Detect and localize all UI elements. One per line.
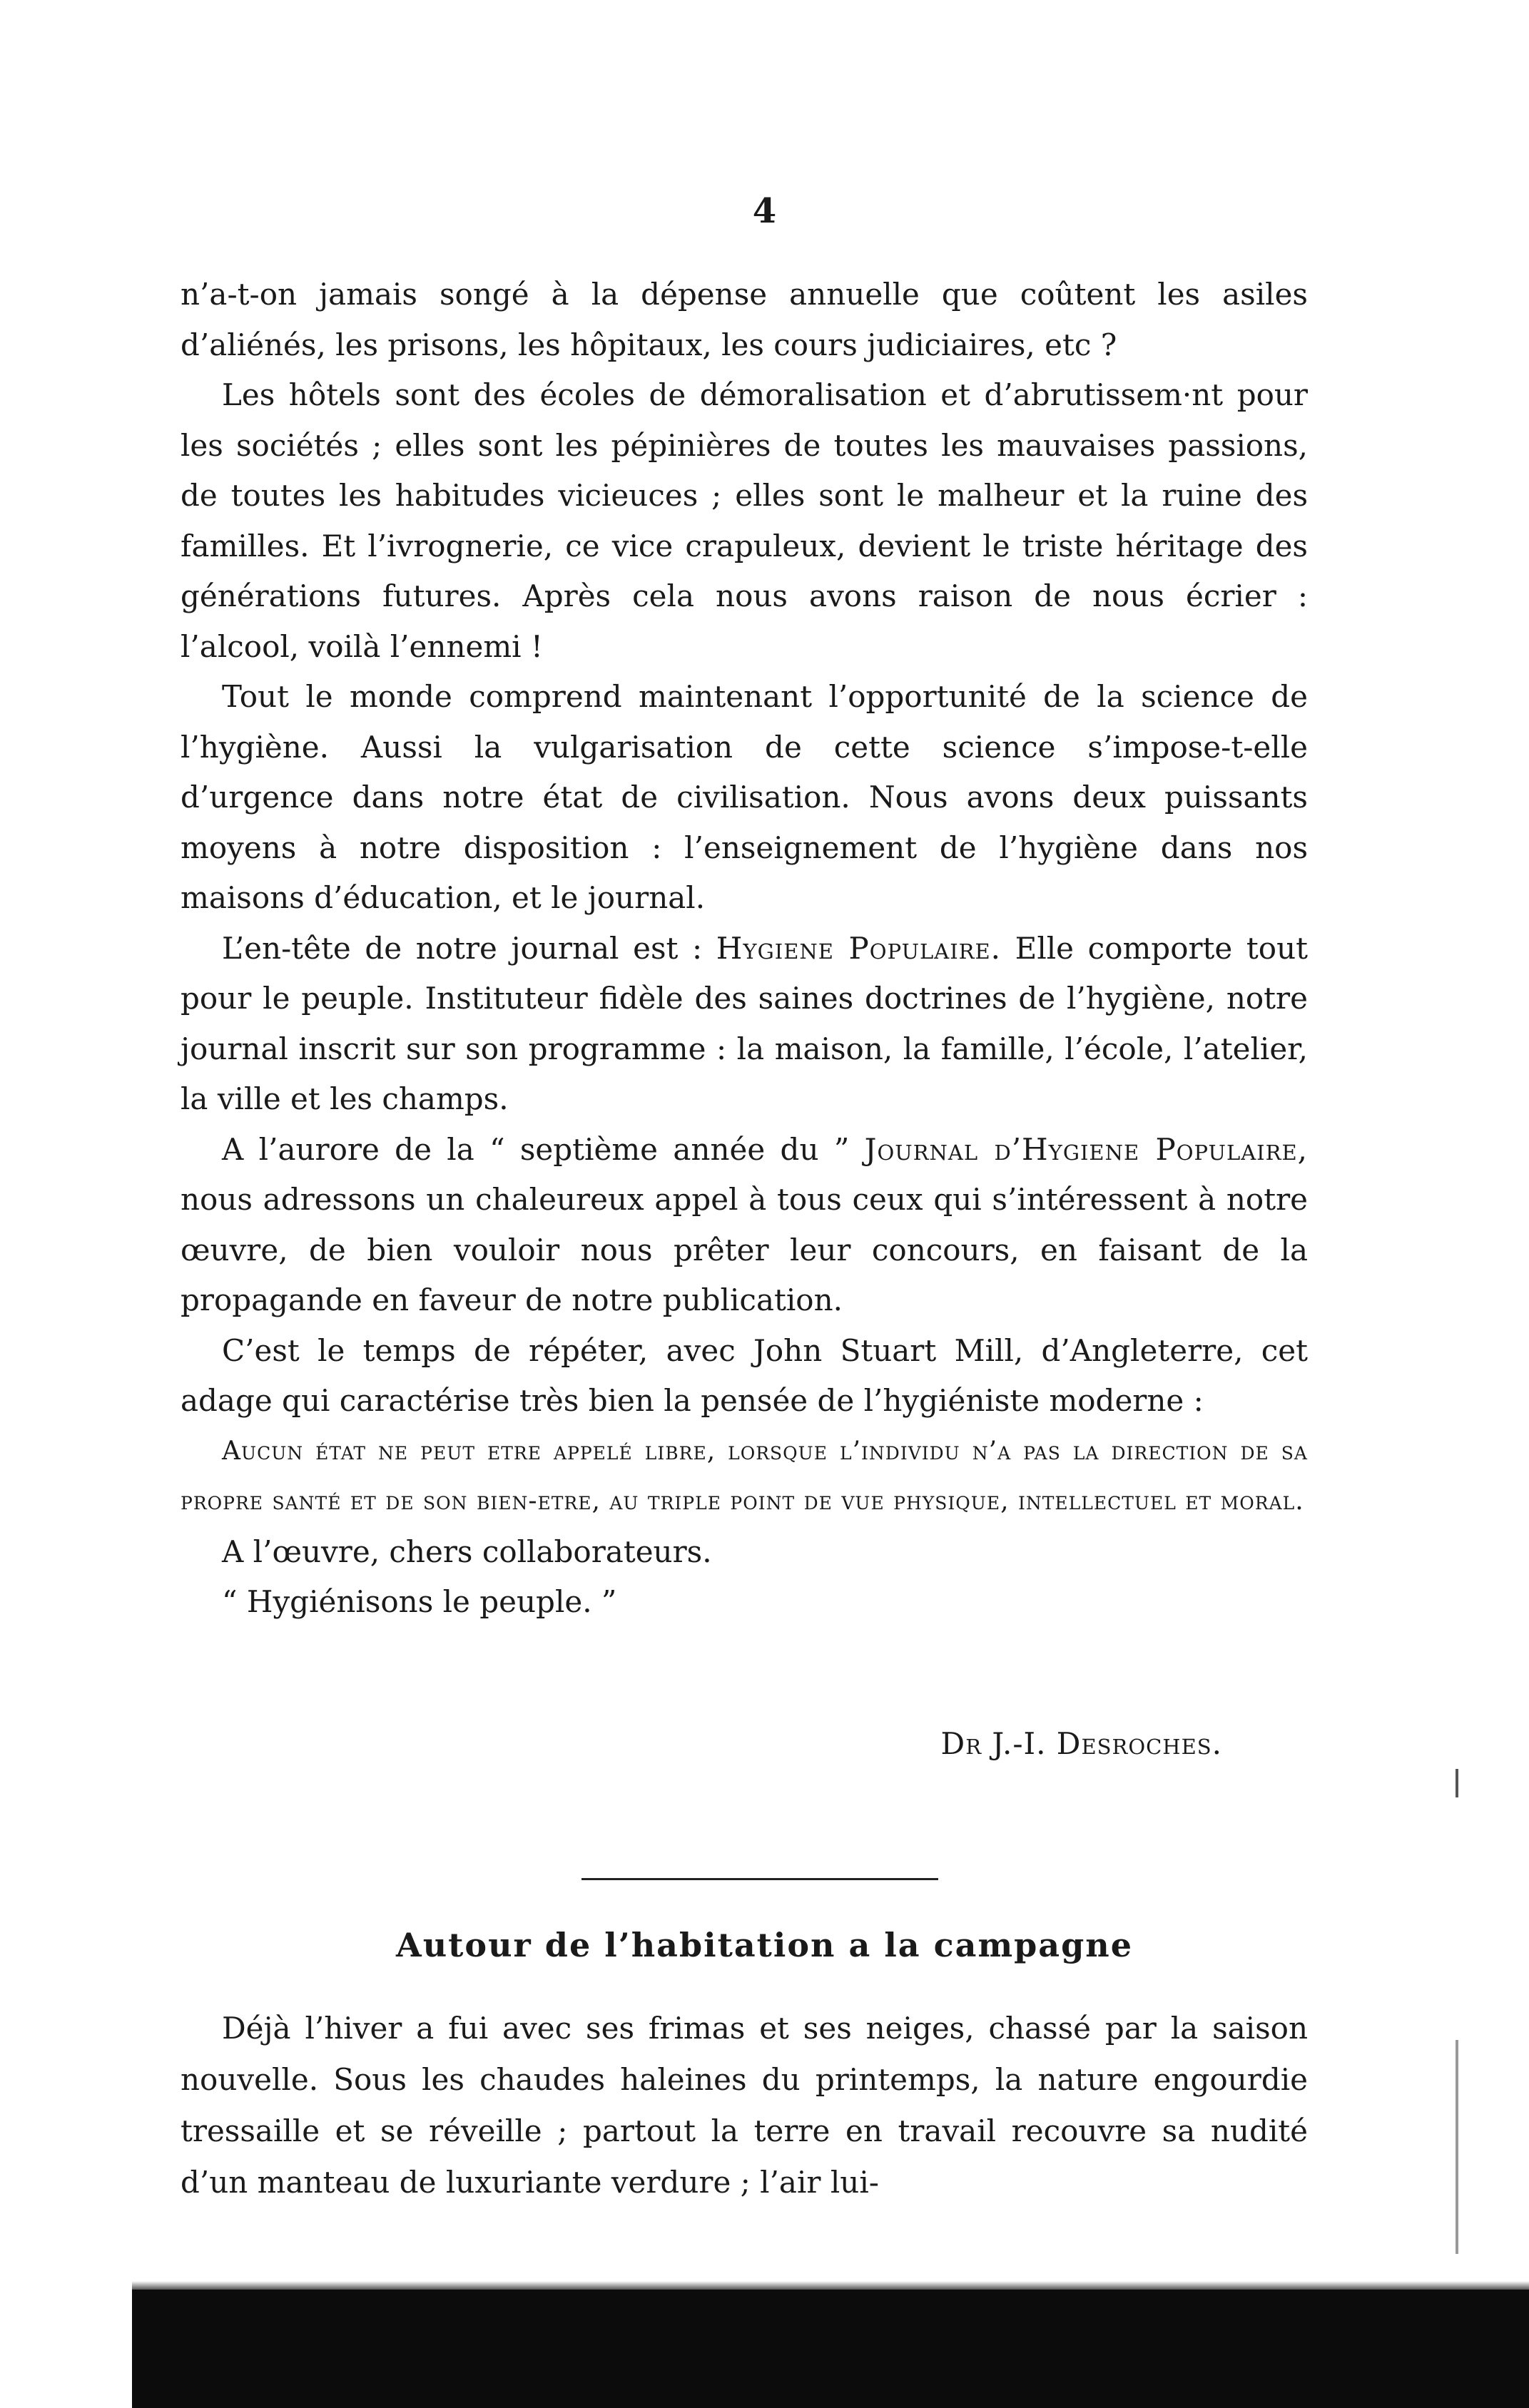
- author-signature: Dr J.-I. Desroches.: [940, 1726, 1222, 1761]
- margin-scan-line: [1456, 2040, 1458, 2254]
- next-article-body: [181, 2003, 1308, 2208]
- paragraph-seventh-year: [181, 1125, 1308, 1326]
- article-body: [181, 270, 1308, 1628]
- p5-text-before: A l’aurore de la “ septième année du ”: [222, 1131, 865, 1167]
- scan-dark-border: [132, 2290, 1529, 2408]
- paragraph-continuation: n’a-t-on jamais songé à la dépense annuelle que coûtent les asiles d’aliénés, les prisons, les hôpitaux, les cours judiciaires, etc ?: [181, 277, 1308, 362]
- p5-text-after: nous adressons un chaleureux appel à tous ceux qui s’intéressent à notre œuvre, de bien vouloir nous prêter leur concours, en faisant de la propagande en faveur de notre publication.: [181, 1182, 1308, 1317]
- motto-quote: Aucun état ne peut etre appelé libre, lorsque l’individu n’a pas la direction de sa propre santé et de son bien-etre, au triple point de vue physique, intellectuel et moral.: [181, 1436, 1308, 1516]
- p4-text-after: Elle comporte tout pour le peuple. Instituteur fidèle des saines doctrines de l’hygiène, notre journal inscrit sur son programme : la maison, la famille, l’école, l’atelier, la ville et les champs.: [181, 930, 1309, 1116]
- section-heading: Autour de l’habitation a la campagne: [396, 1926, 1133, 1964]
- section-divider: [581, 1878, 938, 1880]
- paragraph-hygiene-science: Tout le monde comprend maintenant l’opportunité de la science de l’hygiène. Aussi la vulgarisation de cette science s’impose-t-elle d’urgence dans notre état de civilisation. Nous avons deux puissants moyens à notre disposition : l’enseignement de l’hygiène dans nos maisons d’éducation, et le journal.: [181, 679, 1308, 915]
- journal-title: Hygiene Populaire.: [716, 930, 1002, 966]
- paragraph-mill-quote-intro: C’est le temps de répéter, avec John Stuart Mill, d’Angleterre, cet adage qui caractérise très bien la pensée de l’hygiéniste moderne :: [181, 1332, 1308, 1418]
- closing-line-2: “ Hygiénisons le peuple. ”: [222, 1584, 617, 1619]
- page-number: 4: [752, 191, 777, 231]
- margin-speck: [1456, 1769, 1458, 1797]
- closing-line-1: A l’œuvre, chers collaborateurs.: [222, 1534, 712, 1569]
- journal-full-title: Journal d’Hygiene Populaire,: [864, 1131, 1308, 1167]
- p4-text-before: L’en-tête de notre journal est :: [222, 930, 716, 966]
- paragraph-journal-header: [181, 924, 1308, 1125]
- next-article-paragraph: Déjà l’hiver a fui avec ses frimas et ses neiges, chassé par la saison nouvelle. Sous les chaudes haleines du printemps, la nature engourdie tressaille et se réveille ; partout la terre en travail recouvre sa nudité d’un manteau de luxuriante verdure ; l’air lui-: [181, 2011, 1308, 2200]
- paragraph-hotels: Les hôtels sont des écoles de démoralisation et d’abrutissem·nt pour les sociétés ; elles sont les pépinières de toutes les mauvaises passions, de toutes les habitudes vicieuces ; elles sont le malheur et la ruine des familles. Et l’ivrognerie, ce vice crapuleux, devient le triste héritage des générations futures. Après cela nous avons raison de nous écrier : l’alcool, voilà l’ennemi !: [181, 377, 1308, 664]
